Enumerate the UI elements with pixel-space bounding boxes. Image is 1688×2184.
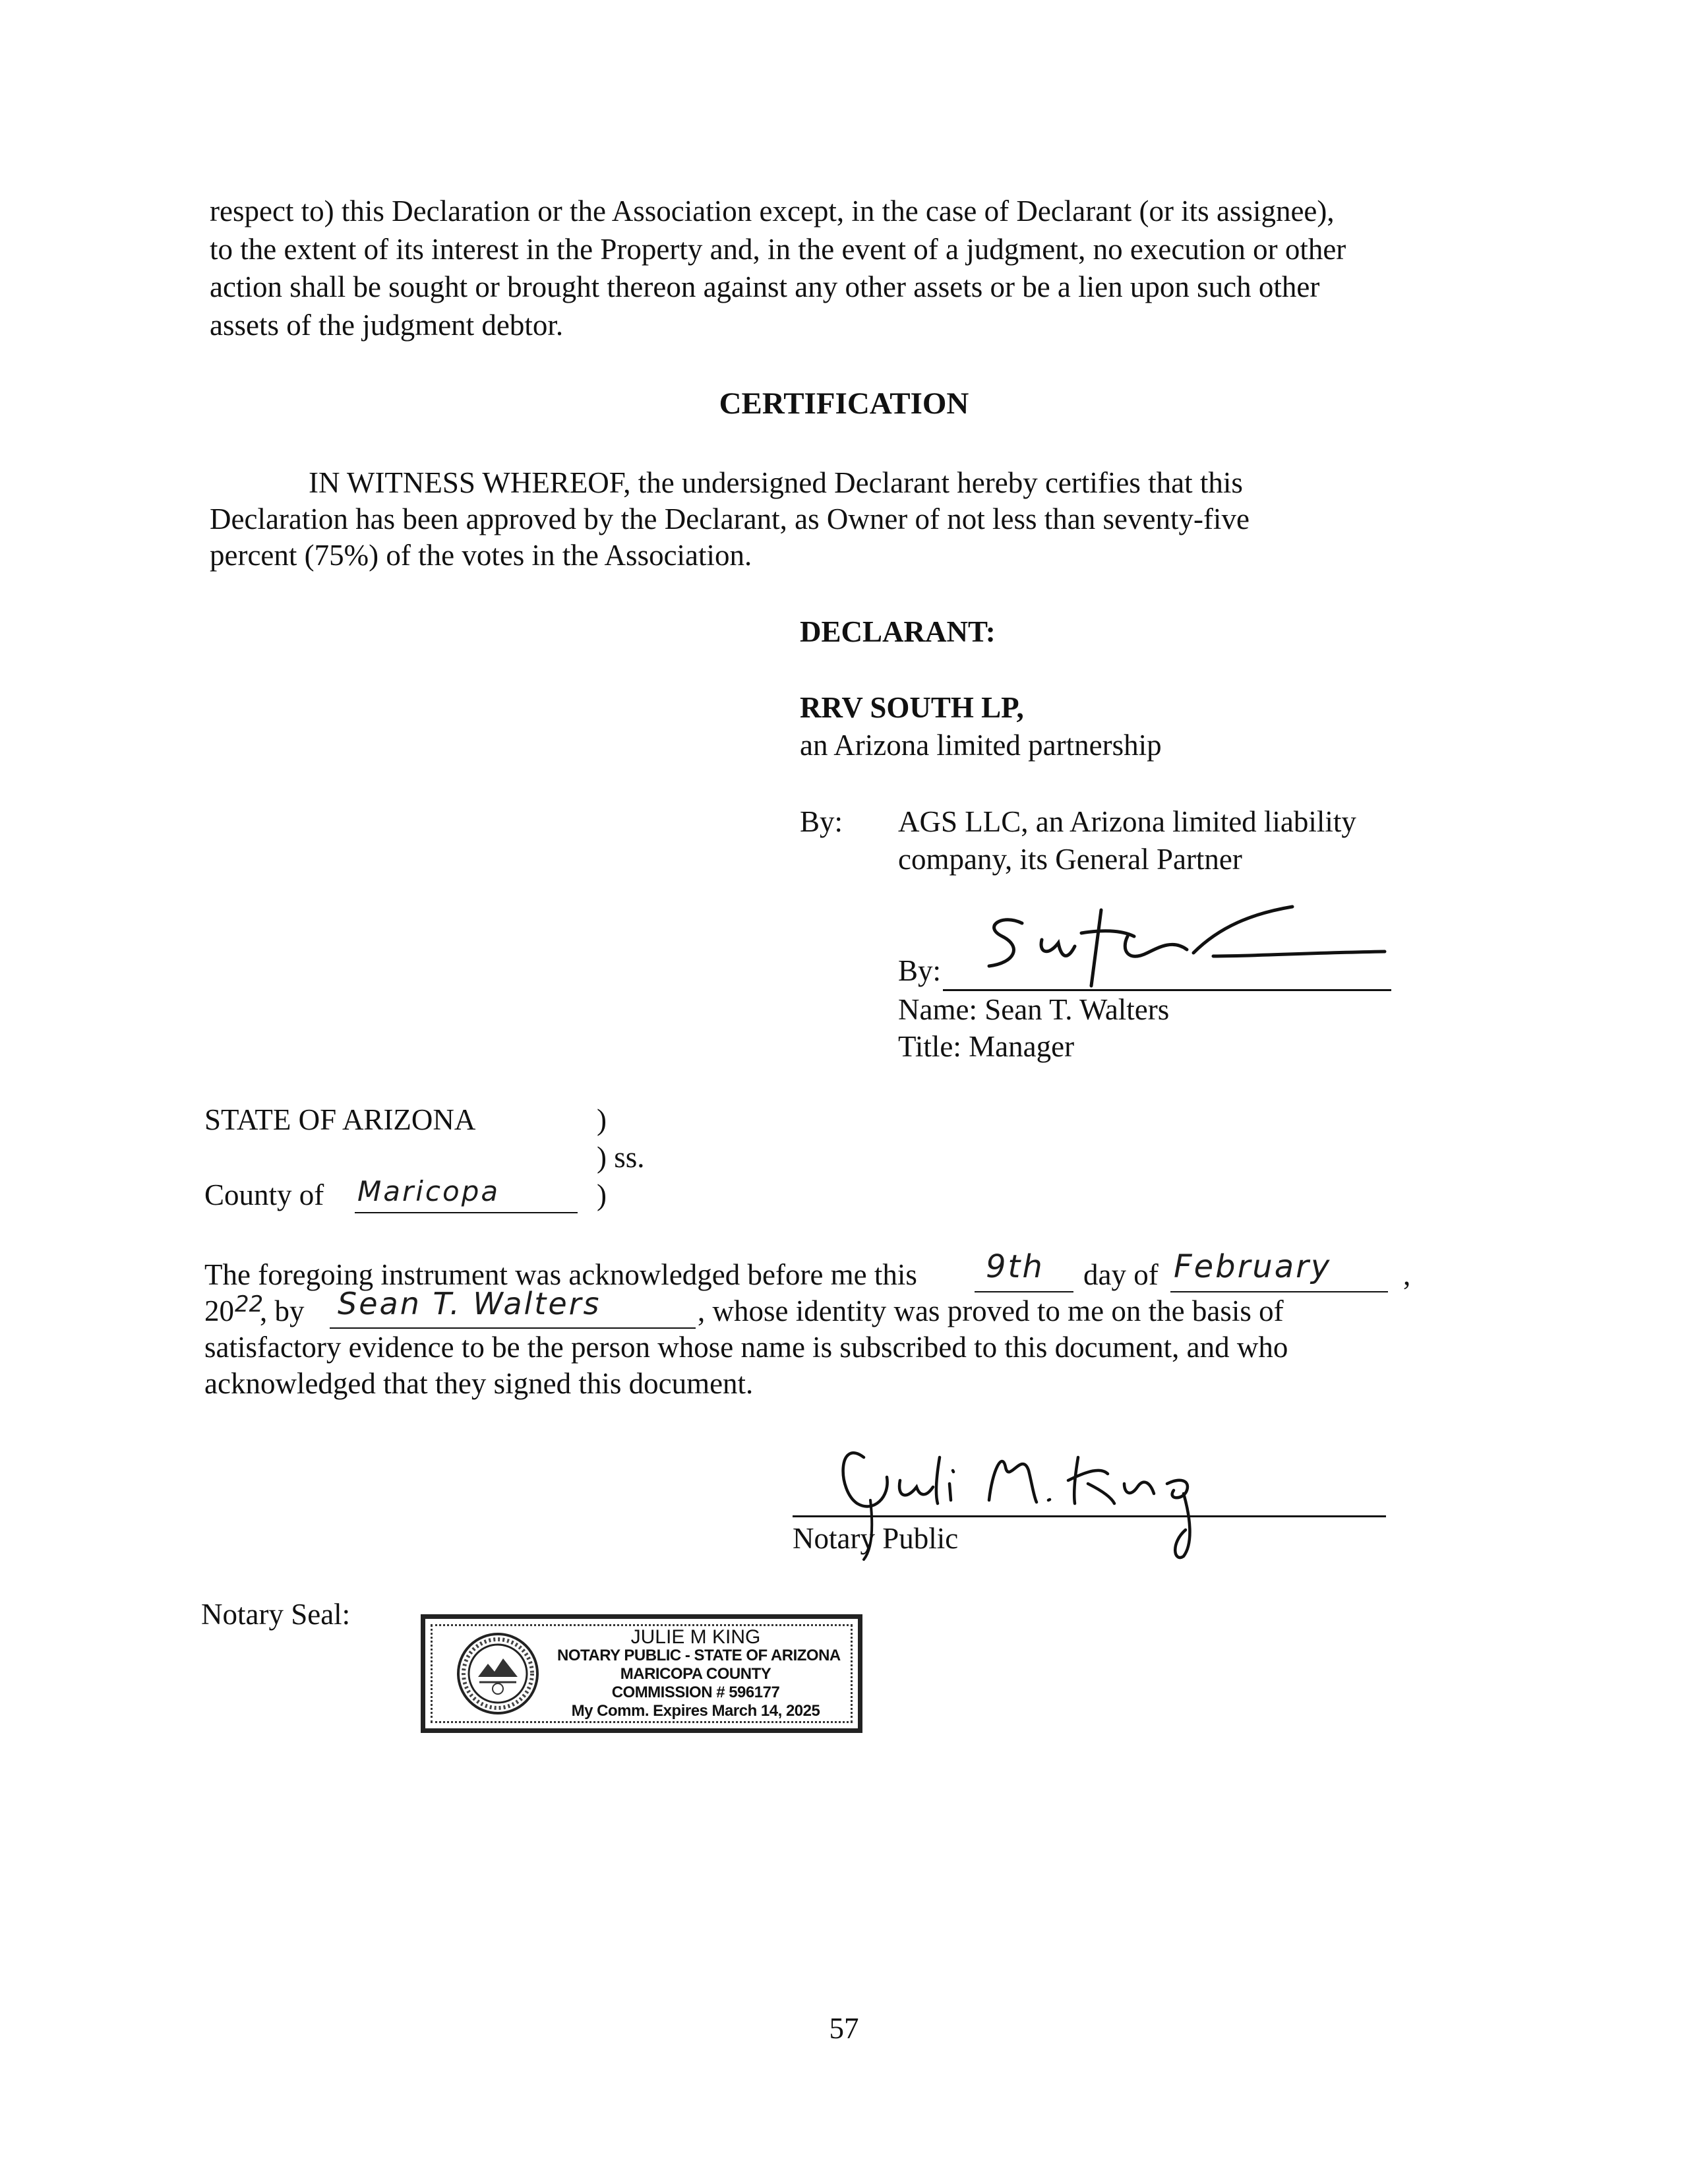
stamp-line: My Comm. Expires March 14, 2025	[571, 1702, 820, 1720]
state-label: STATE OF ARIZONA	[204, 1103, 476, 1136]
name-handwritten: Sean T. Walters	[338, 1286, 601, 1321]
venue-paren: )	[597, 1178, 607, 1211]
intro-line: respect to) this Declaration or the Association except, in the case of Declarant (or its assignee),	[210, 195, 1335, 228]
entity-name: RRV SOUTH LP,	[800, 691, 1024, 724]
venue-ss: ) ss.	[597, 1141, 645, 1174]
ack-text: The foregoing instrument was acknowledged before me this	[204, 1258, 917, 1291]
venue-paren: )	[597, 1103, 607, 1136]
notary-seal-stamp	[421, 1614, 862, 1733]
intro-line: to the extent of its interest in the Property and, in the event of a judgment, no execution or other	[210, 232, 1346, 266]
county-handwritten: Maricopa	[357, 1175, 500, 1207]
intro-line: assets of the judgment debtor.	[210, 308, 564, 342]
signer-name: Name: Sean T. Walters	[898, 993, 1170, 1026]
signer-by-label: By:	[898, 954, 942, 987]
ack-text: ,	[1403, 1258, 1411, 1291]
ack-text: day of	[1083, 1258, 1159, 1291]
stamp-notary-name: JULIE M KING	[630, 1626, 761, 1648]
intro-paragraph	[210, 193, 1462, 344]
year-handwritten: 22	[235, 1291, 264, 1318]
stamp-line: MARICOPA COUNTY	[620, 1665, 771, 1683]
ack-text: , whose identity was proved to me on the basis of	[698, 1294, 1284, 1327]
general-partner-line: AGS LLC, an Arizona limited liability	[898, 805, 1356, 838]
year-prefix: 20	[204, 1294, 234, 1327]
county-fill-line	[355, 1212, 578, 1213]
notary-seal-label: Notary Seal:	[201, 1598, 351, 1631]
signer-signature	[976, 900, 1398, 992]
stamp-text	[557, 1626, 841, 1720]
month-handwritten: February	[1174, 1248, 1332, 1285]
certification-heading: CERTIFICATION	[719, 386, 969, 421]
day-handwritten: 9th	[986, 1248, 1044, 1285]
witness-line: IN WITNESS WHEREOF, the undersigned Declarant hereby certifies that this	[309, 466, 1243, 499]
general-partner-line: company, its General Partner	[898, 843, 1242, 876]
intro-line: action shall be sought or brought thereon against any other assets or be a lien upon such other	[210, 270, 1320, 303]
declarant-label: DECLARANT:	[800, 615, 996, 648]
ack-text: satisfactory evidence to be the person whose name is subscribed to this document, and who	[204, 1331, 1288, 1364]
stamp-line: NOTARY PUBLIC - STATE OF ARIZONA	[557, 1647, 841, 1664]
stamp-line: COMMISSION # 596177	[611, 1684, 780, 1701]
signer-title: Title: Manager	[898, 1030, 1075, 1063]
by-label: By:	[800, 805, 843, 838]
notary-signature-line	[793, 1515, 1386, 1517]
ack-text: , by	[260, 1294, 305, 1327]
notary-public-label: Notary Public	[793, 1522, 959, 1555]
county-label: County of	[204, 1178, 324, 1211]
entity-description: an Arizona limited partnership	[800, 729, 1162, 762]
ack-text: acknowledged that they signed this document.	[204, 1367, 754, 1400]
witness-line: percent (75%) of the votes in the Association.	[210, 539, 752, 572]
page-number: 57	[829, 2012, 859, 2045]
witness-line: Declaration has been approved by the Declarant, as Owner of not less than seventy-five	[210, 502, 1250, 535]
state-seal-icon	[452, 1631, 544, 1716]
witness-paragraph	[210, 465, 1250, 574]
